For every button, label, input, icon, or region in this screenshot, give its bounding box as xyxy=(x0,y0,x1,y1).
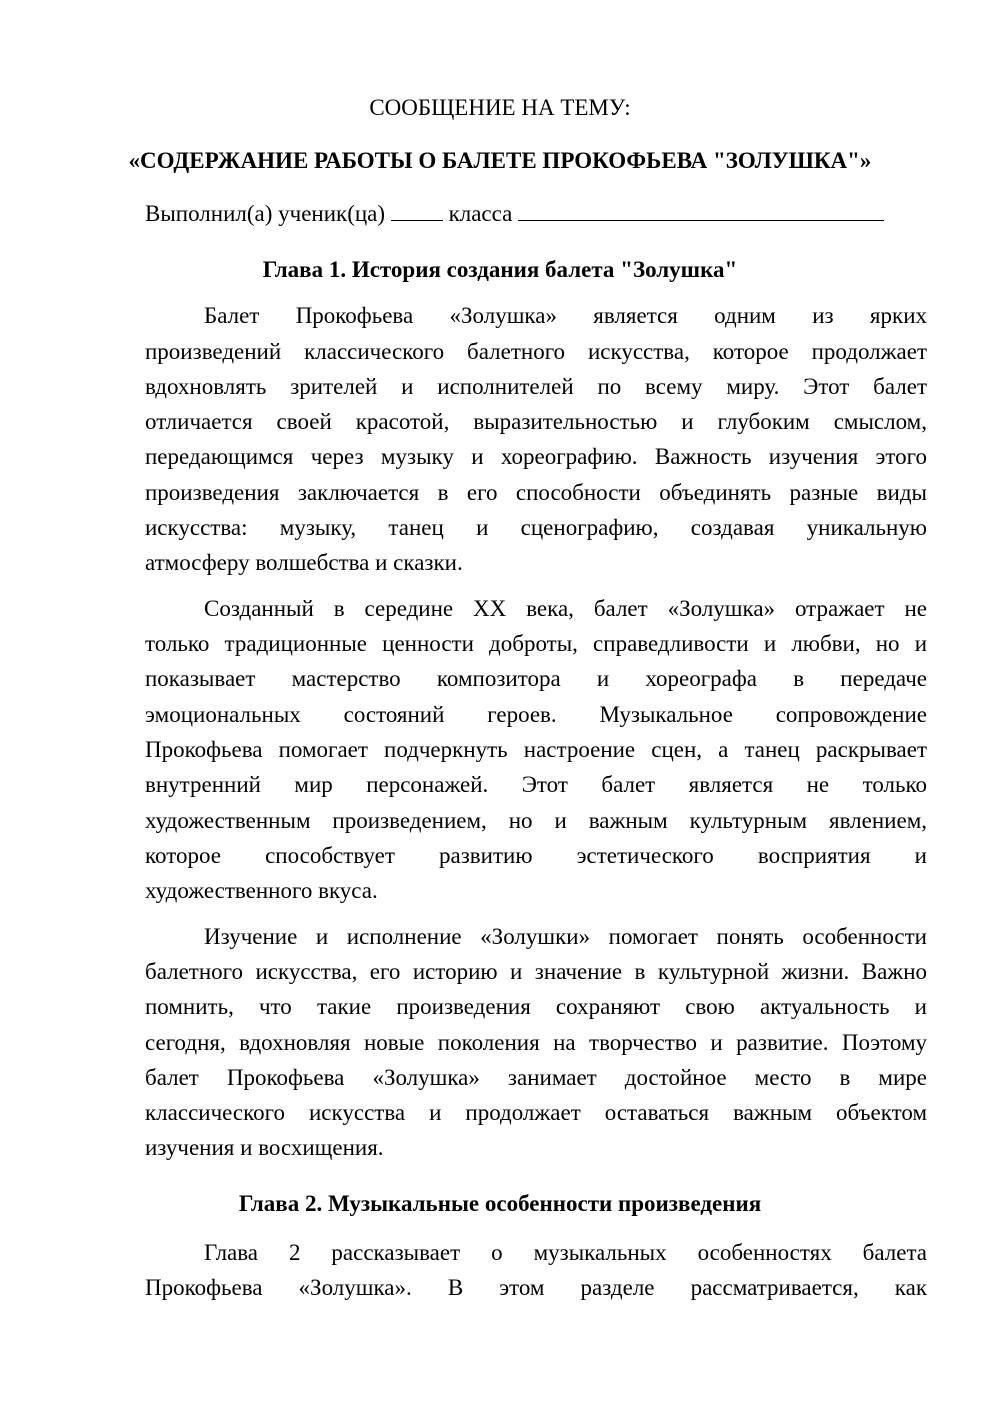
paragraph-line: отличается своей красотой, выразительностью и глубоким смыслом, xyxy=(145,409,927,434)
paragraph-line: которое способствует развитию эстетического восприятия и xyxy=(145,843,927,868)
paragraph-line: Изучение и исполнение «Золушки» помогает понять особенности xyxy=(204,924,927,949)
author-label: Выполнил(а) ученик(ца) xyxy=(145,201,386,226)
chapter-1-heading: Глава 1. История создания балета "Золушка" xyxy=(262,257,738,282)
paragraph-line: сегодня, вдохновляя новые поколения на творчество и развитие. Поэтому xyxy=(145,1030,927,1055)
paragraph-line: балет Прокофьева «Золушка» занимает достойное место в мире xyxy=(145,1065,927,1090)
paragraph-line: эмоциональных состояний героев. Музыкальное сопровождение xyxy=(145,702,927,727)
document-title: СООБЩЕНИЕ НА ТЕМУ: xyxy=(369,95,631,120)
paragraph-line: изучения и восхищения. xyxy=(145,1135,384,1160)
paragraph-line: только традиционные ценности доброты, справедливости и любви, но и xyxy=(145,631,927,656)
paragraph-line: Глава 2 рассказывает о музыкальных особенностях балета xyxy=(204,1240,927,1265)
author-blank-grade xyxy=(391,198,443,221)
paragraph-line: показывает мастерство композитора и хореографа в передаче xyxy=(145,666,927,691)
paragraph-line: Прокофьева «Золушка». В этом разделе рассматривается, как xyxy=(145,1275,927,1300)
paragraph-line: Созданный в середине XX века, балет «Золушка» отражает не xyxy=(204,596,927,621)
paragraph-line: искусства: музыку, танец и сценографию, создавая уникальную xyxy=(145,515,927,540)
paragraph-line: произведения заключается в его способности объединять разные виды xyxy=(145,480,927,505)
paragraph-line: атмосферу волшебства и сказки. xyxy=(145,550,463,575)
paragraph-line: помнить, что такие произведения сохраняют свою актуальность и xyxy=(145,994,927,1019)
paragraph-line: произведений классического балетного искусства, которое продолжает xyxy=(145,339,927,364)
author-blank-name xyxy=(518,198,884,221)
paragraph-line: внутренний мир персонажей. Этот балет является не только xyxy=(145,772,927,797)
paragraph-line: Прокофьева помогает подчеркнуть настроение сцен, а танец раскрывает xyxy=(145,737,927,762)
author-line xyxy=(145,198,927,228)
document-subtitle: «СОДЕРЖАНИЕ РАБОТЫ О БАЛЕТЕ ПРОКОФЬЕВА "ЗОЛУШКА"» xyxy=(128,148,872,173)
paragraph-line: Балет Прокофьева «Золушка» является одним из ярких xyxy=(204,303,927,328)
paragraph-line: вдохновлять зрителей и исполнителей по всему миру. Этот балет xyxy=(145,374,927,399)
paragraph-line: балетного искусства, его историю и значение в культурной жизни. Важно xyxy=(145,959,927,984)
paragraph-line: художественным произведением, но и важным культурным явлением, xyxy=(145,808,927,833)
paragraph-line: классического искусства и продолжает оставаться важным объектом xyxy=(145,1100,927,1125)
paragraph-line: передающимся через музыку и хореографию. Важность изучения этого xyxy=(145,444,927,469)
chapter-2-heading: Глава 2. Музыкальные особенности произведения xyxy=(238,1191,762,1216)
class-label: класса xyxy=(448,201,513,226)
paragraph-line: художественного вкуса. xyxy=(145,878,378,903)
